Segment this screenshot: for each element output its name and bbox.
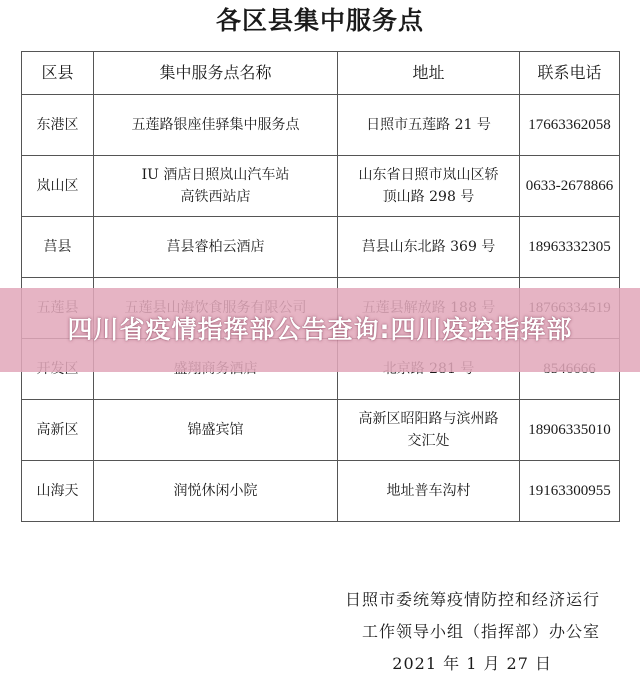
column-header-district: 区县 — [22, 52, 94, 95]
cell-phone: 0633-2678866 — [520, 156, 620, 217]
column-header-name: 集中服务点名称 — [94, 52, 338, 95]
issue-date: 2021 年 1 月 27 日 — [392, 654, 552, 673]
cell-service-point-name: IU 酒店日照岚山汽车站 高铁西站店 — [94, 156, 338, 217]
cell-phone: 18906335010 — [520, 400, 620, 461]
banner-text: 四川省疫情指挥部公告查询:四川疫控指挥部 — [67, 315, 573, 344]
issuer-line-1: 日照市委统筹疫情防控和经济运行 — [344, 590, 600, 609]
cell-service-point-name: 锦盛宾馆 — [94, 400, 338, 461]
cell-address: 山东省日照市岚山区轿 顶山路 298 号 — [338, 156, 520, 217]
table-row — [22, 95, 620, 156]
issuer-line-2: 工作领导小组（指挥部）办公室 — [361, 622, 600, 641]
overlay-banner — [0, 288, 640, 372]
table-row — [22, 156, 620, 217]
table-row — [22, 461, 620, 522]
table-row — [22, 400, 620, 461]
cell-district: 东港区 — [22, 95, 94, 156]
cell-service-point-name: 莒县睿柏云酒店 — [94, 217, 338, 278]
cell-phone: 18963332305 — [520, 217, 620, 278]
cell-address: 日照市五莲路 21 号 — [338, 95, 520, 156]
cell-district: 莒县 — [22, 217, 94, 278]
table-row — [22, 217, 620, 278]
cell-phone: 19163300955 — [520, 461, 620, 522]
column-header-phone: 联系电话 — [520, 52, 620, 95]
cell-service-point-name: 五莲路银座佳驿集中服务点 — [94, 95, 338, 156]
document-title: 各区县集中服务点 — [215, 6, 424, 35]
cell-address: 莒县山东北路 369 号 — [338, 217, 520, 278]
cell-address: 地址普车沟村 — [338, 461, 520, 522]
table-header-row — [22, 52, 620, 95]
cell-district: 岚山区 — [22, 156, 94, 217]
cell-district: 山海天 — [22, 461, 94, 522]
cell-phone: 17663362058 — [520, 95, 620, 156]
column-header-address: 地址 — [338, 52, 520, 95]
service-points-table — [21, 51, 620, 522]
cell-address: 高新区昭阳路与滨州路 交汇处 — [338, 400, 520, 461]
cell-service-point-name: 润悦休闲小院 — [94, 461, 338, 522]
cell-district: 高新区 — [22, 400, 94, 461]
